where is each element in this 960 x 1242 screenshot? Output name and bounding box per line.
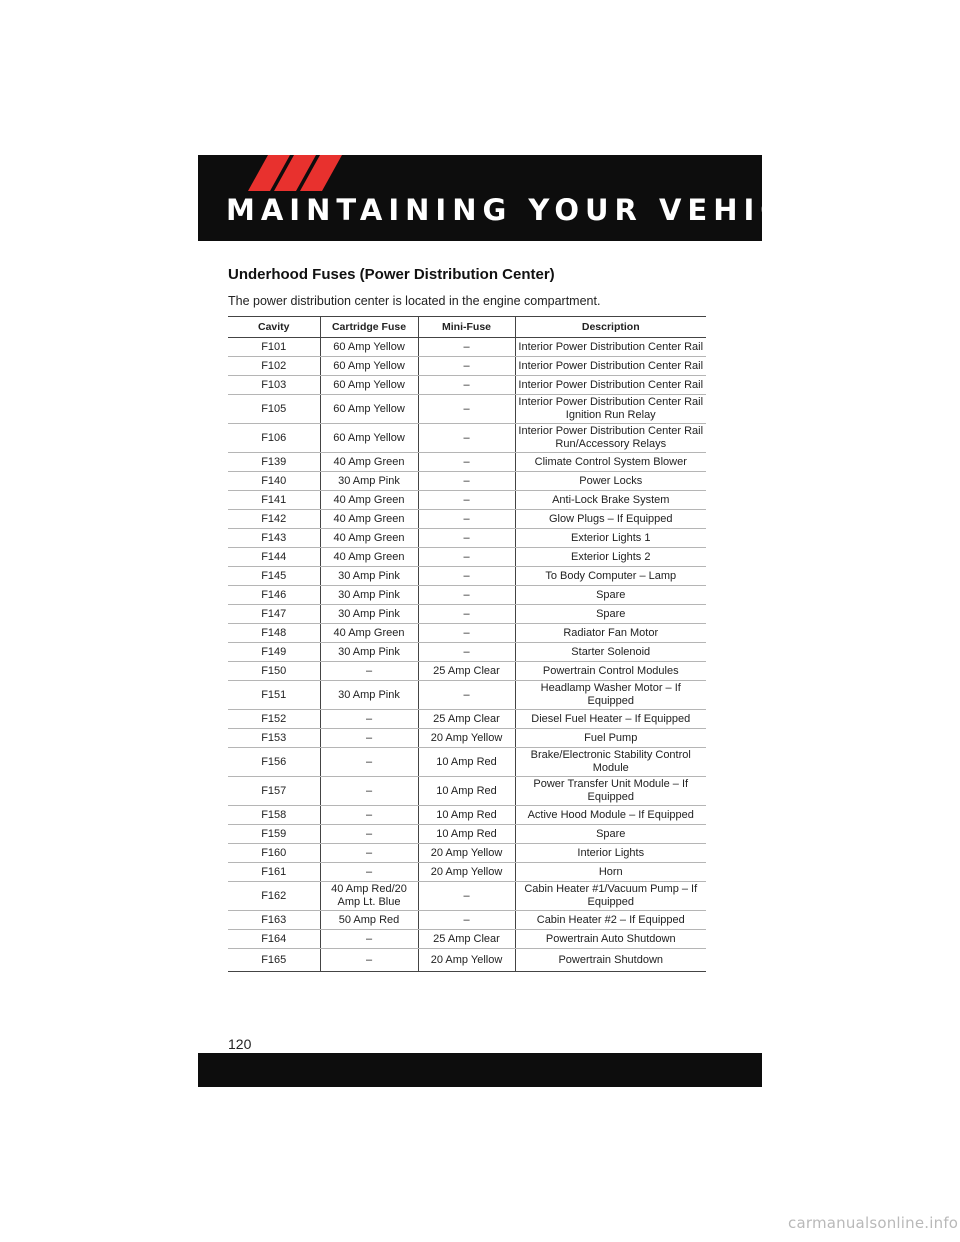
mini-fuse-cell: –	[418, 424, 515, 453]
description-cell: Interior Power Distribution Center Rail	[515, 338, 706, 357]
cartridge-fuse-cell: 60 Amp Yellow	[320, 357, 418, 376]
mini-fuse-cell: –	[418, 882, 515, 911]
racing-stripes-icon	[198, 155, 348, 191]
table-row	[228, 376, 706, 395]
cavity-cell: F160	[228, 844, 320, 863]
description-cell: Headlamp Washer Motor – If Equipped	[515, 681, 706, 710]
cartridge-fuse-cell: –	[320, 863, 418, 882]
cartridge-fuse-cell: –	[320, 949, 418, 972]
cartridge-fuse-cell: 60 Amp Yellow	[320, 424, 418, 453]
table-row	[228, 777, 706, 806]
mini-fuse-cell: –	[418, 395, 515, 424]
cartridge-fuse-cell: 40 Amp Green	[320, 510, 418, 529]
chapter-header	[198, 155, 838, 241]
cavity-cell: F147	[228, 605, 320, 624]
cavity-cell: F106	[228, 424, 320, 453]
table-row	[228, 624, 706, 643]
table-row	[228, 529, 706, 548]
cartridge-fuse-cell: 60 Amp Yellow	[320, 338, 418, 357]
description-cell: Brake/Electronic Stability Control Module	[515, 748, 706, 777]
description-cell: Interior Power Distribution Center Rail Run/Accessory Relays	[515, 424, 706, 453]
description-cell: Horn	[515, 863, 706, 882]
column-header-mini-fuse: Mini-Fuse	[418, 317, 515, 338]
description-cell: Exterior Lights 2	[515, 548, 706, 567]
table-row	[228, 586, 706, 605]
description-cell: To Body Computer – Lamp	[515, 567, 706, 586]
cartridge-fuse-cell: 40 Amp Green	[320, 529, 418, 548]
table-row	[228, 338, 706, 357]
watermark: carmanualsonline.info	[788, 1214, 959, 1232]
mini-fuse-cell: 20 Amp Yellow	[418, 949, 515, 972]
mini-fuse-cell: –	[418, 605, 515, 624]
cavity-cell: F161	[228, 863, 320, 882]
cavity-cell: F153	[228, 729, 320, 748]
cavity-cell: F149	[228, 643, 320, 662]
cavity-cell: F139	[228, 453, 320, 472]
mini-fuse-cell: –	[418, 510, 515, 529]
cavity-cell: F150	[228, 662, 320, 681]
mini-fuse-cell: 25 Amp Clear	[418, 930, 515, 949]
cavity-cell: F164	[228, 930, 320, 949]
table-row	[228, 863, 706, 882]
cartridge-fuse-cell: –	[320, 825, 418, 844]
description-cell: Power Transfer Unit Module – If Equipped	[515, 777, 706, 806]
table-row	[228, 748, 706, 777]
cavity-cell: F151	[228, 681, 320, 710]
cavity-cell: F142	[228, 510, 320, 529]
description-cell: Interior Lights	[515, 844, 706, 863]
mini-fuse-cell: –	[418, 453, 515, 472]
description-cell: Cabin Heater #2 – If Equipped	[515, 911, 706, 930]
mini-fuse-cell: –	[418, 357, 515, 376]
cavity-cell: F140	[228, 472, 320, 491]
cartridge-fuse-cell: 60 Amp Yellow	[320, 376, 418, 395]
cavity-cell: F152	[228, 710, 320, 729]
table-row	[228, 605, 706, 624]
table-row	[228, 710, 706, 729]
cartridge-fuse-cell: –	[320, 930, 418, 949]
column-header-cavity: Cavity	[228, 317, 320, 338]
cartridge-fuse-cell: –	[320, 777, 418, 806]
cartridge-fuse-cell: 30 Amp Pink	[320, 681, 418, 710]
mini-fuse-cell: 10 Amp Red	[418, 777, 515, 806]
description-cell: Powertrain Control Modules	[515, 662, 706, 681]
table-row	[228, 491, 706, 510]
table-row	[228, 911, 706, 930]
mini-fuse-cell: 20 Amp Yellow	[418, 729, 515, 748]
table-row	[228, 681, 706, 710]
cartridge-fuse-cell: 40 Amp Green	[320, 548, 418, 567]
description-cell: Glow Plugs – If Equipped	[515, 510, 706, 529]
table-row	[228, 844, 706, 863]
description-cell: Interior Power Distribution Center Rail Ignition Run Relay	[515, 395, 706, 424]
mini-fuse-cell: –	[418, 624, 515, 643]
mini-fuse-cell: –	[418, 472, 515, 491]
table-row	[228, 882, 706, 911]
description-cell: Powertrain Auto Shutdown	[515, 930, 706, 949]
cartridge-fuse-cell: –	[320, 662, 418, 681]
cartridge-fuse-cell: –	[320, 844, 418, 863]
mini-fuse-cell: –	[418, 529, 515, 548]
cartridge-fuse-cell: 40 Amp Green	[320, 453, 418, 472]
table-row	[228, 662, 706, 681]
mini-fuse-cell: 10 Amp Red	[418, 825, 515, 844]
table-row	[228, 825, 706, 844]
mini-fuse-cell: 20 Amp Yellow	[418, 863, 515, 882]
table-row	[228, 510, 706, 529]
mini-fuse-cell: –	[418, 567, 515, 586]
cartridge-fuse-cell: 40 Amp Green	[320, 624, 418, 643]
cartridge-fuse-cell: 50 Amp Red	[320, 911, 418, 930]
table-row	[228, 424, 706, 453]
cavity-cell: F101	[228, 338, 320, 357]
table-row	[228, 949, 706, 972]
mini-fuse-cell: –	[418, 586, 515, 605]
cavity-cell: F157	[228, 777, 320, 806]
description-cell: Diesel Fuel Heater – If Equipped	[515, 710, 706, 729]
table-row	[228, 472, 706, 491]
cartridge-fuse-cell: –	[320, 710, 418, 729]
description-cell: Spare	[515, 586, 706, 605]
table-row	[228, 357, 706, 376]
cartridge-fuse-cell: 30 Amp Pink	[320, 605, 418, 624]
mini-fuse-cell: –	[418, 491, 515, 510]
cartridge-fuse-cell: 30 Amp Pink	[320, 643, 418, 662]
mini-fuse-cell: 10 Amp Red	[418, 748, 515, 777]
chapter-title: MAINTAINING YOUR VEHICLE	[226, 193, 838, 227]
section-title: Underhood Fuses (Power Distribution Center)	[228, 266, 555, 283]
mini-fuse-cell: 20 Amp Yellow	[418, 844, 515, 863]
cartridge-fuse-cell: 30 Amp Pink	[320, 472, 418, 491]
description-cell: Climate Control System Blower	[515, 453, 706, 472]
mini-fuse-cell: –	[418, 338, 515, 357]
cartridge-fuse-cell: 60 Amp Yellow	[320, 395, 418, 424]
cavity-cell: F102	[228, 357, 320, 376]
cartridge-fuse-cell: 40 Amp Red/20 Amp Lt. Blue	[320, 882, 418, 911]
description-cell: Fuel Pump	[515, 729, 706, 748]
description-cell: Starter Solenoid	[515, 643, 706, 662]
mini-fuse-cell: –	[418, 548, 515, 567]
table-row	[228, 930, 706, 949]
cavity-cell: F103	[228, 376, 320, 395]
cartridge-fuse-cell: –	[320, 806, 418, 825]
table-row	[228, 806, 706, 825]
description-cell: Spare	[515, 825, 706, 844]
table-row	[228, 567, 706, 586]
mini-fuse-cell: 25 Amp Clear	[418, 710, 515, 729]
cavity-cell: F163	[228, 911, 320, 930]
cavity-cell: F159	[228, 825, 320, 844]
cavity-cell: F146	[228, 586, 320, 605]
description-cell: Radiator Fan Motor	[515, 624, 706, 643]
cavity-cell: F143	[228, 529, 320, 548]
cavity-cell: F144	[228, 548, 320, 567]
table-row	[228, 643, 706, 662]
cavity-cell: F145	[228, 567, 320, 586]
description-cell: Power Locks	[515, 472, 706, 491]
column-header-description: Description	[515, 317, 706, 338]
mini-fuse-cell: –	[418, 911, 515, 930]
cavity-cell: F156	[228, 748, 320, 777]
cartridge-fuse-cell: –	[320, 729, 418, 748]
table-header-row	[228, 317, 706, 338]
mini-fuse-cell: 25 Amp Clear	[418, 662, 515, 681]
description-cell: Cabin Heater #1/Vacuum Pump – If Equipped	[515, 882, 706, 911]
cartridge-fuse-cell: 30 Amp Pink	[320, 567, 418, 586]
description-cell: Interior Power Distribution Center Rail	[515, 357, 706, 376]
description-cell: Exterior Lights 1	[515, 529, 706, 548]
cavity-cell: F162	[228, 882, 320, 911]
cavity-cell: F148	[228, 624, 320, 643]
intro-text: The power distribution center is located in the engine compartment.	[228, 294, 601, 308]
fuse-table-body	[228, 338, 706, 972]
page-number: 120	[228, 1036, 252, 1052]
fuse-table	[228, 316, 706, 972]
cavity-cell: F165	[228, 949, 320, 972]
description-cell: Spare	[515, 605, 706, 624]
mini-fuse-cell: –	[418, 681, 515, 710]
footer-bar	[198, 1053, 762, 1087]
cartridge-fuse-cell: 40 Amp Green	[320, 491, 418, 510]
description-cell: Interior Power Distribution Center Rail	[515, 376, 706, 395]
cartridge-fuse-cell: –	[320, 748, 418, 777]
column-header-cartridge-fuse: Cartridge Fuse	[320, 317, 418, 338]
table-row	[228, 548, 706, 567]
cavity-cell: F105	[228, 395, 320, 424]
cavity-cell: F141	[228, 491, 320, 510]
mini-fuse-cell: –	[418, 376, 515, 395]
mini-fuse-cell: 10 Amp Red	[418, 806, 515, 825]
description-cell: Active Hood Module – If Equipped	[515, 806, 706, 825]
table-row	[228, 453, 706, 472]
description-cell: Powertrain Shutdown	[515, 949, 706, 972]
cavity-cell: F158	[228, 806, 320, 825]
description-cell: Anti-Lock Brake System	[515, 491, 706, 510]
cartridge-fuse-cell: 30 Amp Pink	[320, 586, 418, 605]
table-row	[228, 395, 706, 424]
table-row	[228, 729, 706, 748]
mini-fuse-cell: –	[418, 643, 515, 662]
